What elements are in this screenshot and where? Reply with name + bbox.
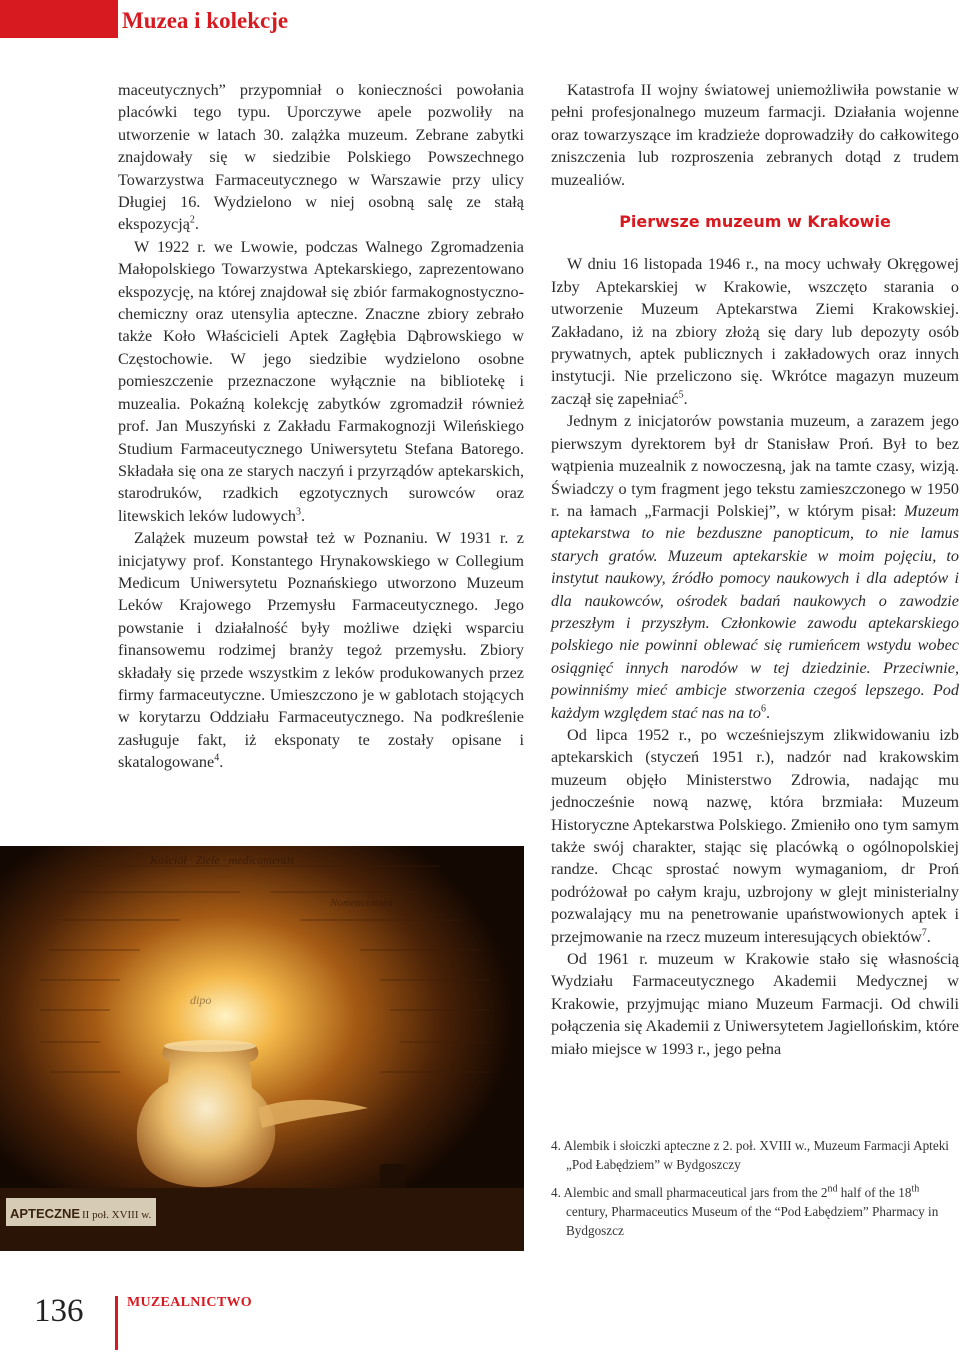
- footnote-ref: 4: [214, 752, 220, 764]
- svg-text:Kościół · Ziele · medicamentis: Kościół · Ziele · medicamentis: [150, 853, 295, 867]
- journal-name: MUZEALNICTWO: [127, 1295, 252, 1310]
- paragraph: Jednym z inicjatorów powstania muzeum, a zarazem jego pierwszym dyrektorem był dr Stanisław Proń. Był to bez wątpienia muzealnik z nowoczesną, jak na tamte czasy, wizją. Świadczy o tym fragment jego tekstu zamieszczonego w 1950 r. na łamach „Farmacji Polskiej”, w którym pisał: Muzeum aptekarstwa to nie bezduszne panopticum, to nie lamus starych gratów. Muzeum aptekarskie w moim pojęciu, to instytut naukowy, źródło pomocy naukowych i dla adeptów i dla naukowców, ośrodek badań naukowych o zawodzie przeszłym i przyszłym. Członkowie zawodu aptekarskiego polskiego nie powinni oblewać się rumieńcem wstydu wobec osiągnięć innych narodów w tej dziedzinie. Przeciwnie, powinniśmy mieć ambicje stworzenia czegoś lepszego. Pod każdym względem stać nas na $to^6$.: [551, 412, 959, 722]
- left-column: [118, 79, 524, 774]
- header-red-bar: [0, 0, 118, 38]
- alembic-photo: [0, 846, 524, 1251]
- paragraph: W dniu 16 listopada 1946 r., na mocy uchwały Okręgowej Izby Aptekarskiej w Krakowie, wszczęto starania o utworzenie Muzeum Aptekarstwa Ziemi Krakowskiej. Zakładano, iż na zbiory złożą się dary lub depozyty osób prywatnych, aptek publicznych i zakładowych oraz innych instytucji. Nie przeliczono się. Wkrótce magazyn muzeum zaczął się zapełniać$^5$.: [551, 255, 959, 408]
- footnote-ref: 6: [760, 703, 766, 715]
- paragraph: maceutycznych” przypomniał o konieczności powołania placówki tego typu. Uporczywe apele pozwoliły na utworzenie w latach 30. zalążka muzeum. Zebrane zabytki znajdowały się w siedzibie Polskiego Powszechnego Towarzystwa Farmaceutycznego w Warszawie przy ulicy Długiej 16. Wydzielono w niej osobną salę ze stałą ekspozycją$^2$.: [118, 81, 524, 234]
- shelf-label-text: APTECZNE: [10, 1206, 81, 1221]
- footnote-ref: 3: [296, 506, 302, 518]
- page-number: 136: [34, 1293, 84, 1329]
- paragraph: Od lipca 1952 r., po wcześniejszym zlikwidowaniu izb aptekarskich (styczeń 1951 r.), nadzór nad krakowskim muzeum objęło Ministerstwo Zdrowia, nadając mu jednocześnie nową nazwę, która brzmiała: Muzeum Historyczne Aptekarstwa Polskiego. Zmieniło ono tym samym także swój charakter, stając się placówką o ogólnopolskiej randze. Chcąc sprostać nowym wymaganiom, dr Proń podróżował po całym kraju, uzbrojony w glejt ministerialny pozwalający mu na penetrowanie upaństwowionych aptek i przejmowanie na rzecz muzeum interesujących obiektów$^7$.: [551, 725, 959, 946]
- caption-english: 4. Alembic and small pharmaceutical jars from the 2nd half of the 18th century, Pharmaceutics Museum of the “Pod Łabędziem” Pharmacy in Bydgoszcz: [551, 1183, 939, 1238]
- footnote-ref: 5: [678, 389, 684, 401]
- paragraph: Zalążek muzeum powstał też w Poznaniu. W 1931 r. z inicjatywy prof. Konstantego Hrynakowskiego w Collegium Medicum Uniwersytetu Poznańskiego utworzono Muzeum Leków Krajowego Przemysłu Farmaceutycznego. Jego powstanie i działalność były możliwe dzięki wsparciu finansowemu rodzimej branży tegoż przemysłu. Zbiory składały się przede wszystkim z leków produkowanych przez firmy farmaceutyczne. Umieszczono je w gablotach stojących w korytarzu Oddziału Farmaceutycznego. Na podkreślenie zasługuje fakt, iż eksponaty te zostały opisane i skatalogowane$^4$.: [118, 529, 524, 772]
- paragraph: Od 1961 r. muzeum w Krakowie stało się własnością Wydziału Farmaceutycznego Akademii Medycznej w Krakowie, przyjmując miano Muzeum Farmacji. Od chwili połączenia się Akademii z Uniwersytetem Jagiellońskim, które miało miejsce w 1993 r., jego pełna: [551, 950, 959, 1058]
- right-column: [551, 79, 959, 1060]
- caption-polish: 4. Alembik i słoiczki apteczne z 2. poł. XVIII w., Muzeum Farmacji Apteki „Pod Łabędziem” w Bydgoszczy: [551, 1138, 949, 1172]
- shelf-label-suffix: II poł. XVIII w.: [82, 1209, 152, 1221]
- footer-red-rule: [115, 1296, 118, 1350]
- paragraph: Katastrofa II wojny światowej uniemożliwiła powstanie w pełni profesjonalnego muzeum farmacji. Działania wojenne oraz towarzyszące im kradzieże doprowadziły do całkowitego zniszczenia lub rozproszenia zebranych dotąd z trudem muzealiów.: [551, 81, 959, 189]
- subheading: Pierwsze muzeum w Krakowie: [619, 212, 891, 232]
- footnote-ref: 7: [921, 927, 927, 939]
- quote: Muzeum aptekarstwa to nie bezduszne panopticum, to nie lamus starych gratów. Muzeum aptekarskie w moim pojęciu, to instytut naukowy, źródło pomocy naukowych i dla adeptów i dla naukowców, ośrodek badań naukowych o zawodzie przeszłym i przyszłym. Członkowie zawodu aptekarskiego polskiego nie powinni oblewać się rumieńcem wstydu wobec osiągnięć innych narodów w tej dziedzinie. Przeciwnie, powinniśmy mieć ambicje stworzenia czegoś lepszego. Pod każdym względem stać nas na to: [551, 501, 959, 722]
- footnote-ref: 2: [189, 215, 195, 227]
- paragraph: W 1922 r. we Lwowie, podczas Walnego Zgromadzenia Małopolskiego Towarzystwa Aptekarskiego, zaprezentowano ekspozycję, na której znajdował się zbiór farmakognostyczno-chemiczny oraz utensylia apteczne. Znaczne zbiory zebrało także Koło Właścicieli Aptek Zagłębia Dąbrowskiego w Częstochowie. W jego siedzibie wydzielono osobne pomieszczenie przeznaczone wyłącznie na bibliotekę i muzealia. Pokaźną kolekcję zabytków zgromadził również prof. Jan Muszyński z Zakładu Farmakognozji Wileńskiego Studium Farmaceutycznego Uniwersytetu Stefana Batorego. Składała się ona ze starych naczyń i przyrządów aptekarskich, starodruków, rzadkich egzotycznych surowców oraz litewskich leków ludowych$^3$.: [118, 237, 524, 525]
- section-title: Muzea i kolekcje: [122, 8, 289, 33]
- figure-captions: [551, 1136, 959, 1249]
- svg-text:dipo: dipo: [190, 993, 212, 1007]
- alembic-photo-illustration: [0, 846, 524, 1251]
- svg-text:Nomenclatura: Nomenclatura: [330, 897, 393, 909]
